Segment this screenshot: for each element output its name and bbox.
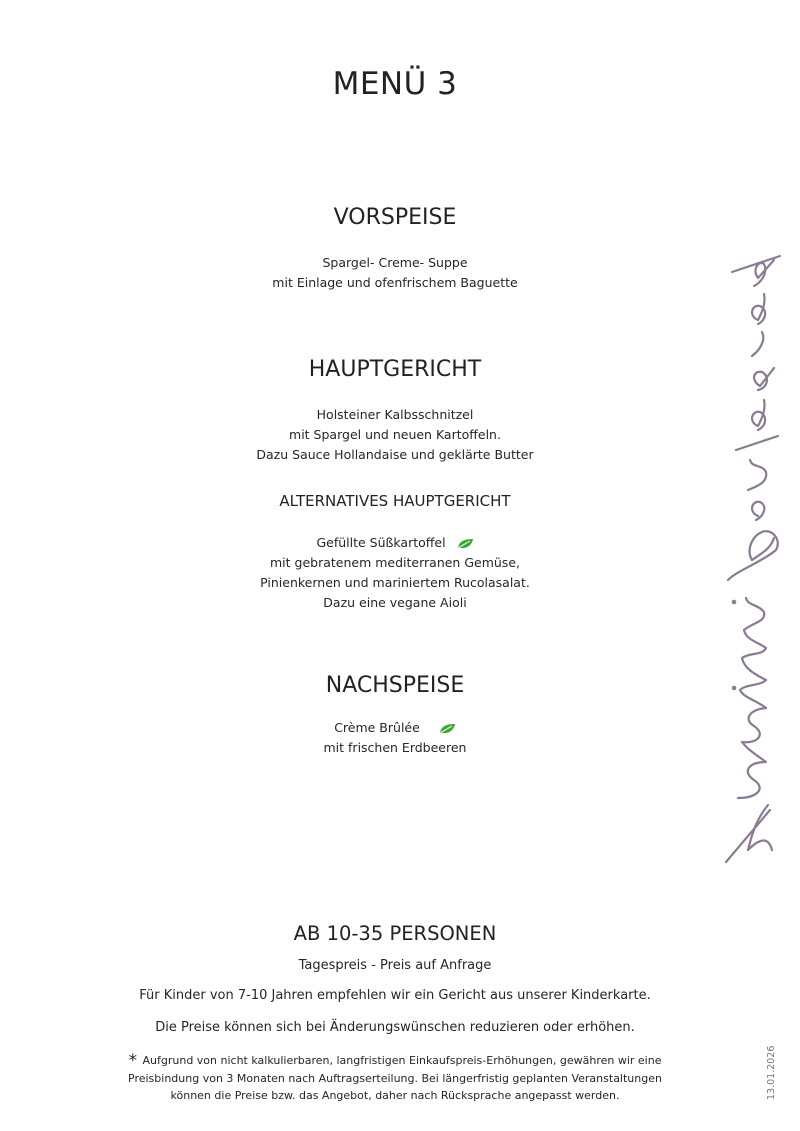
dessert-line-with-icon	[0, 718, 790, 738]
alt-main-description	[0, 533, 790, 613]
starter-line: mit Einlage und ofenfrischem Baguette	[272, 275, 518, 290]
document-date: 13.01.2026	[766, 1045, 777, 1100]
main-line: Holsteiner Kalbsschnitzel	[316, 407, 474, 422]
disclaimer-line: können die Preise bzw. das Angebot, daher nach Rücksprache angepasst werden.	[170, 1089, 620, 1102]
main-line: Dazu Sauce Hollandaise und geklärte Butter	[256, 447, 534, 462]
disclaimer	[0, 1052, 790, 1104]
kids-note: Für Kinder von 7-10 Jahren empfehlen wir ein Gericht aus unserer Kinderkarte.	[139, 988, 651, 1003]
dessert-line: mit frischen Erdbeeren	[323, 740, 467, 755]
starter-line: Spargel- Creme- Suppe	[322, 255, 468, 270]
alt-main-line: Dazu eine vegane Aioli	[323, 595, 467, 610]
alt-main-line: Pinienkernen und mariniertem Rucolasalat.	[260, 575, 530, 590]
alt-main-line: Gefüllte Süßkartoffel	[316, 535, 446, 550]
group-size-heading: AB 10-35 PERSONEN	[293, 922, 497, 945]
section-heading-alt-main: ALTERNATIVES HAUPTGERICHT	[279, 492, 511, 510]
page-title: MENÜ 3	[332, 66, 458, 102]
kulinarie-restaurant-signature-logo	[718, 250, 784, 870]
section-heading-dessert: NACHSPEISE	[325, 673, 465, 698]
price-note: Tagespreis - Preis auf Anfrage	[298, 958, 492, 973]
price-change-note: Die Preise können sich bei Änderungswünschen reduzieren oder erhöhen.	[155, 1020, 635, 1035]
main-line: mit Spargel und neuen Kartoffeln.	[289, 427, 501, 442]
leaf-icon	[438, 723, 456, 735]
alt-main-line-with-icon	[0, 533, 790, 553]
starter-description	[0, 253, 790, 293]
alt-main-line: mit gebratenem mediterranen Gemüse,	[270, 555, 520, 570]
section-heading-starter: VORSPEISE	[333, 205, 457, 230]
leaf-icon	[456, 538, 474, 550]
main-description	[0, 405, 790, 465]
asterisk: *	[128, 1051, 137, 1071]
dessert-line: Crème Brûlée	[334, 720, 420, 735]
dessert-description	[0, 718, 790, 758]
disclaimer-line: Aufgrund von nicht kalkulierbaren, langfristigen Einkaufspreis-Erhöhungen, gewähren wir eine	[142, 1054, 662, 1067]
disclaimer-line-with-asterisk	[0, 1052, 790, 1070]
section-heading-main: HAUPTGERICHT	[308, 357, 482, 382]
disclaimer-line: Preisbindung von 3 Monaten nach Auftragserteilung. Bei längerfristig geplanten Veranstaltungen	[128, 1072, 662, 1085]
